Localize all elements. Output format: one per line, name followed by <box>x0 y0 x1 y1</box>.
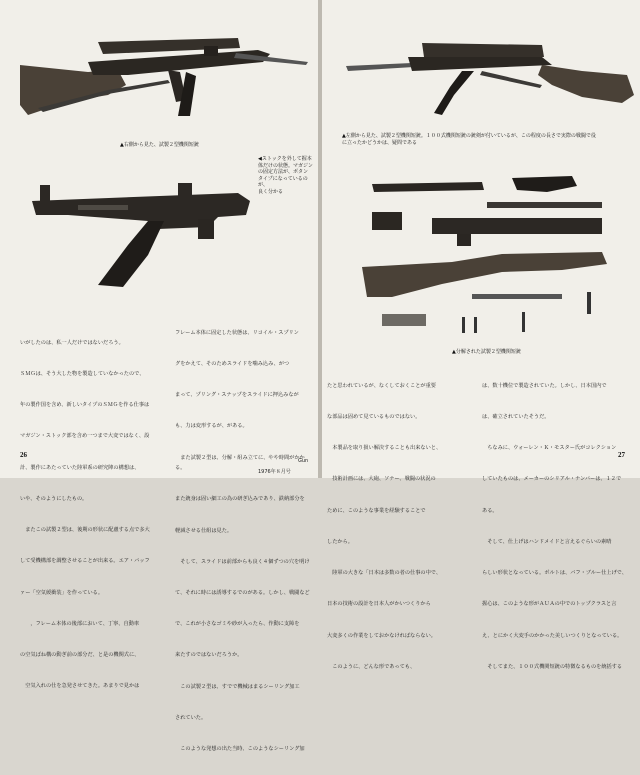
left-page <box>0 0 318 753</box>
text-line: このような発想の出た当時、このようなシーリング加 <box>175 746 305 753</box>
caption-bottom-right: ▲分解された試製２型機関短銃 <box>452 349 521 355</box>
text-line: 来たすのではないだろうか。 <box>175 652 243 659</box>
text-line: たと思われているが、なくしておくことが重要 <box>327 382 436 389</box>
text-line: 本製品を取り扱い解決することも出来ないと、 <box>327 445 442 452</box>
text-line: ァー「空気緩衝装」を作っている。 <box>20 589 104 596</box>
text-line: また銃身は固い細工の為の研ぎ込みであり、鉄納部分を <box>175 496 305 503</box>
smg-right-side-photo <box>8 20 313 130</box>
text-line: ＳＭＧは、そう大した物を製造していなかったので、 <box>20 371 145 378</box>
text-line: え、とにかく大変手のかかった美しいつくりとなっている。 <box>482 632 623 639</box>
smg-left-side-photo <box>342 35 637 125</box>
text-line: ある。 <box>482 507 498 514</box>
text-line: らしい形状となっている。ボルトは、バフ・ブルー仕上げで、 <box>482 570 627 577</box>
text-line: は、数十機位で製造されていた。しかし、日本国内で <box>482 382 607 389</box>
body-column-1-left <box>20 317 160 712</box>
text-line: 軽減させる仕組は見た。 <box>175 527 233 534</box>
footer-title: Gun <box>298 458 309 464</box>
text-line: このように、どんな形であっても、 <box>327 663 416 670</box>
text-line: 計、製作にあたっていた陸軍系の研究陣の構想は、 <box>20 464 140 471</box>
right-page <box>322 0 640 670</box>
text-line: 日本の技術の設計を日本人がかいつくりから <box>327 601 431 608</box>
text-line: ，フレーム本体の後部において、丁寧、自動車 <box>20 620 140 627</box>
text-line: も、力は変形するが、がある。 <box>175 423 248 430</box>
text-line: この試製２型は、すでで機械はまるシーリング加工 <box>175 683 300 690</box>
footer-date: 1976年８月号 <box>258 469 291 475</box>
text-line: また試製２型は、分解・組み立てに、やや時間がかかる。 <box>175 454 305 472</box>
text-line: な部品は固めて見ているものではない。 <box>327 414 421 421</box>
text-line: 空気入れの仕を急発させてきた。あまりで見かは <box>20 683 140 690</box>
text-line: そして、スライドは前部からも良く４個ずつの穴を明け <box>175 558 310 565</box>
text-line: で、これが小さなゴミや砂が入ったら、作動に支障を <box>175 621 300 628</box>
text-line: 年の製作国を含め、新しいタイプのＳＭＧを作る仕事は <box>20 402 150 409</box>
body-column-2-right <box>482 360 634 693</box>
text-line: いがしたのは、私一人だけではないだろう。 <box>20 339 124 346</box>
text-line: そして、仕上げはハンドメイドと言えるぐらいの素晴 <box>482 538 612 545</box>
text-line: は、確立されていたそうだ。 <box>482 414 550 421</box>
caption-top-right: ▲左側から見た、試製２型機関短銃。１００式機関短銃の銃剣が付いているが、この程度の長さで実際の戦闘で役 に立ったかどうかは、疑問である <box>342 133 596 146</box>
text-line: まって、プリング・スナップをスライドに押込みなが <box>175 392 299 399</box>
text-line: グをかえて、そのためスライドを噛み込み、がつ <box>175 361 290 368</box>
disassembled-smg-photo <box>362 172 622 342</box>
text-line: フレーム本体に固定した状態は、リコイル・スプリン <box>175 329 299 336</box>
text-line: 技術計画には、大砲、ソナー、戦闘の状況の <box>327 476 436 483</box>
text-line: されていた。 <box>175 714 207 721</box>
text-line: て、それに時には誘導するでのがある。しかし、戦闘など <box>175 589 310 596</box>
text-line: マガジン・ストック部を含め一つまで大変ではなく、設 <box>20 433 150 440</box>
page-number-left: 26 <box>20 451 27 459</box>
body-column-2-left <box>175 307 315 775</box>
caption-side-left: ◀ストックを外して握本体だけの状態。マガジン の固定方法が、ボタン タイプになっているのが、 良く分かる <box>258 156 313 195</box>
text-line: ちなみに、ウォーレン・Ｋ・モスター氏がコレクション <box>482 445 617 452</box>
text-line: して受機構部を調整させることが出来る。エア・バッフ <box>20 558 150 565</box>
text-line: の空気ばね構の動ぎ前の部分だ、と是の機関式に、 <box>20 652 140 658</box>
text-line: ために、このような事業を経験することで <box>327 507 426 514</box>
text-line: そしてまた、１００式機関短銃の特徴なるものを統括する <box>482 663 623 670</box>
text-line: またこの試製２型は、後期の形状に配慮する点で多大 <box>20 527 150 534</box>
page-number-right: 27 <box>618 451 625 459</box>
text-line: 陸軍の大きな「日本は多数の者の仕事の中で、 <box>327 570 442 577</box>
text-line: していたものは、メーカーのシリアル・ナンバーは、１２で <box>482 476 622 483</box>
body-column-1-right <box>327 360 472 693</box>
text-line: したから。 <box>327 538 353 545</box>
caption-top-left: ▲右側から見た、試製２型機関短銃 <box>120 142 199 148</box>
smg-no-stock-photo <box>28 175 253 290</box>
text-line: 握心は、このような形がＡＵＡの中でのトップクラスと言 <box>482 601 617 608</box>
text-line: 大変多くの作業をしておかなければならない。 <box>327 632 436 639</box>
text-line: いや、そのようにしたもの。 <box>20 495 88 502</box>
